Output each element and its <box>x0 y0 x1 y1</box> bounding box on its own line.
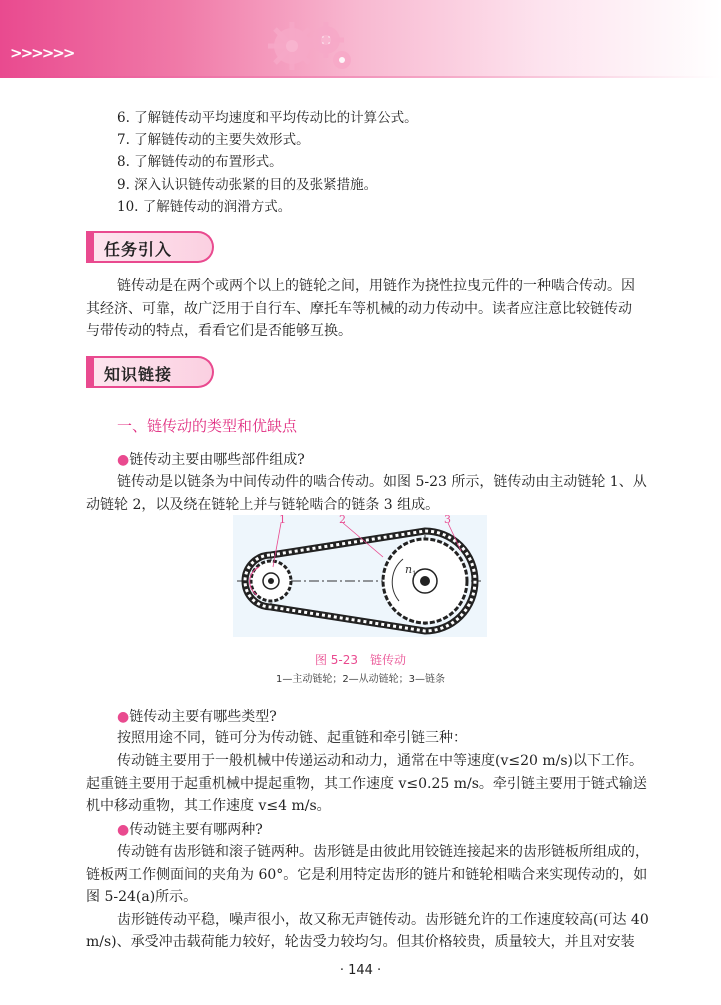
objective-item: 9. 深入认识链传动张紧的目的及张紧措施。 <box>117 177 378 193</box>
header-line <box>0 76 721 78</box>
section-tab-label: 任务引入 <box>104 240 173 259</box>
paragraph-line: 链板两工作侧面间的夹角为 60°。它是利用特定齿形的链片和链轮相啮合来实现传动的，如 <box>86 867 648 883</box>
paragraph-line: 按照用途不同，链可分为传动链、起重链和牵引链三种： <box>117 730 467 746</box>
paragraph-line: 图 5-24(a)所示。 <box>86 889 198 905</box>
figure-caption: 图 5-23 链传动 <box>314 653 407 667</box>
bullet-dot-icon: ● <box>117 822 130 838</box>
chain-drive-figure <box>233 515 487 637</box>
section-tab-bar <box>86 356 94 388</box>
question-bullet <box>117 706 277 726</box>
paragraph-line: 传动链主要用于一般机械中传递运动和动力，通常在中等速度(v≤20 m/s)以下工作。 <box>117 753 644 769</box>
paragraph-line: 链传动是在两个或两个以上的链轮之间，用链作为挠性拉曳元件的一种啮合传动。因 <box>117 278 635 294</box>
header-band <box>0 0 721 76</box>
section-heading: 一、链传动的类型和优缺点 <box>117 417 298 435</box>
paragraph-line: 起重链主要用于起重机械中提起重物，其工作速度 v≤0.25 m/s。牵引链主要用于链式输送 <box>86 776 647 792</box>
objective-item: 8. 了解链传动的布置形式。 <box>117 154 283 170</box>
figure-legend: 1—主动链轮；2—从动链轮；3—链条 <box>275 674 446 685</box>
paragraph-line: 传动链有齿形链和滚子链两种。齿形链是由彼此用铰链连接起来的齿形链板所组成的， <box>117 844 649 860</box>
bullet-dot-icon: ● <box>117 452 130 468</box>
objective-item: 6. 了解链传动平均速度和平均传动比的计算公式。 <box>117 110 418 126</box>
figure-label-1: 1 <box>279 515 286 526</box>
bullet-dot-icon: ● <box>117 709 130 725</box>
paragraph-line: 动链轮 2，以及绕在链轮上并与链轮啮合的链条 3 组成。 <box>86 497 440 513</box>
paragraph-line: m/s)、承受冲击载荷能力较好，轮齿受力较均匀。但其价格较贵，质量较大，并且对安装 <box>86 934 635 950</box>
figure-speed-subscript: 1 <box>412 570 417 578</box>
question-text: 链传动主要由哪些部件组成? <box>129 452 305 468</box>
paragraph-line: 机中移动重物，其工作速度 v≤4 m/s。 <box>86 798 331 814</box>
figure-label-3: 3 <box>444 515 451 526</box>
paragraph-line: 其经济、可靠，故广泛用于自行车、摩托车等机械的动力传动中。读者应注意比较链传动 <box>86 301 632 317</box>
section-tab-bar <box>86 231 94 263</box>
section-tab-task-intro <box>86 231 214 263</box>
question-bullet <box>117 449 305 469</box>
figure-speed-label: n <box>405 563 413 576</box>
paragraph-line: 链传动是以链条为中间传动件的啮合传动。如图 5-23 所示，链传动由主动链轮 1、从 <box>117 474 647 490</box>
question-text: 链传动主要有哪些类型? <box>129 709 277 725</box>
figure-label-2: 2 <box>339 515 346 526</box>
question-bullet <box>117 819 263 839</box>
objective-item: 7. 了解链传动的主要失效形式。 <box>117 132 310 148</box>
section-tab-label: 知识链接 <box>104 365 173 384</box>
paragraph-line: 齿形链传动平稳，噪声很小，故又称无声链传动。齿形链允许的工作速度较高(可达 40 <box>117 912 649 928</box>
section-tab-knowledge-link <box>86 356 214 388</box>
header-chevrons: >>>>>> <box>10 44 74 62</box>
objective-item: 10. 了解链传动的润滑方式。 <box>117 199 292 215</box>
page-number: · 144 · <box>339 963 382 978</box>
question-text: 传动链主要有哪两种? <box>129 822 263 838</box>
paragraph-line: 与带传动的特点，看看它们是否能够互换。 <box>86 323 352 339</box>
gears-icon <box>268 14 358 74</box>
chain-drive-diagram <box>233 515 487 637</box>
